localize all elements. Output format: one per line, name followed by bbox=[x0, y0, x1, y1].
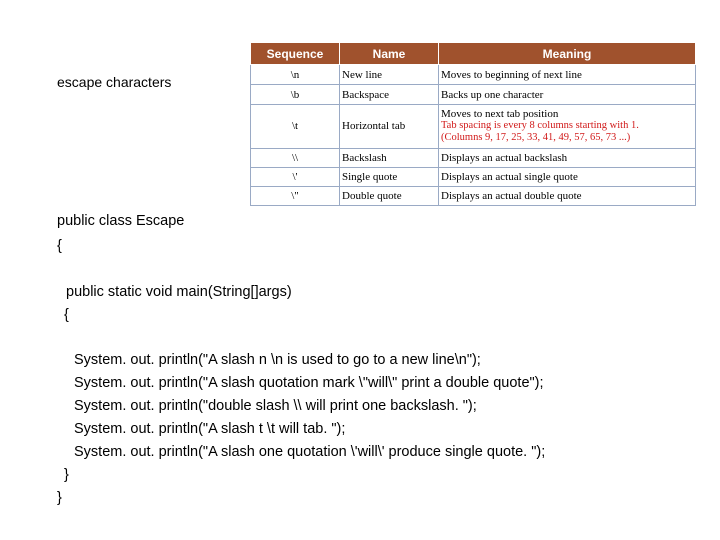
code-main-close-brace: } bbox=[64, 467, 69, 483]
sequence-cell: \\ bbox=[251, 148, 340, 167]
name-cell: Double quote bbox=[340, 186, 439, 205]
escape-sequence-table bbox=[250, 42, 696, 206]
code-main-declaration: public static void main(String[]args) bbox=[66, 284, 292, 300]
header-sequence: Sequence bbox=[251, 43, 340, 65]
meaning-cell: Displays an actual single quote bbox=[439, 167, 696, 186]
name-cell: Horizontal tab bbox=[340, 105, 439, 148]
tab-note: Tab spacing is every 8 columns starting with 1. bbox=[441, 120, 639, 132]
page-title: escape characters bbox=[57, 74, 172, 90]
header-name: Name bbox=[340, 43, 439, 65]
meaning-cell: Displays an actual double quote bbox=[439, 186, 696, 205]
name-cell: Backspace bbox=[340, 85, 439, 105]
code-line: System. out. println("double slash \\ will print one backslash. "); bbox=[74, 398, 477, 414]
table-row bbox=[251, 65, 696, 85]
code-main-open-brace: { bbox=[64, 307, 69, 323]
table-row bbox=[251, 186, 696, 205]
meaning-cell: Displays an actual backslash bbox=[439, 148, 696, 167]
table-row bbox=[251, 105, 696, 148]
code-close-brace: } bbox=[57, 490, 62, 506]
sequence-cell: \b bbox=[251, 85, 340, 105]
code-line: System. out. println("A slash n \n is used to go to a new line\n"); bbox=[74, 352, 481, 368]
code-line: System. out. println("A slash one quotation \'will\' produce single quote. "); bbox=[74, 444, 546, 460]
sequence-cell: \" bbox=[251, 186, 340, 205]
sequence-cell: \n bbox=[251, 65, 340, 85]
meaning-cell: Moves to beginning of next line bbox=[439, 65, 696, 85]
code-line: System. out. println("A slash quotation mark \"will\" print a double quote"); bbox=[74, 375, 544, 391]
code-open-brace: { bbox=[57, 238, 62, 254]
name-cell: Backslash bbox=[340, 148, 439, 167]
code-line: System. out. println("A slash t \t will tab. "); bbox=[74, 421, 346, 437]
sequence-cell: \' bbox=[251, 167, 340, 186]
meaning-text: Moves to next tab position bbox=[441, 108, 559, 121]
sequence-cell: \t bbox=[251, 105, 340, 148]
name-cell: Single quote bbox=[340, 167, 439, 186]
tab-columns-note: (Columns 9, 17, 25, 33, 41, 49, 57, 65, 73 ...) bbox=[441, 132, 631, 144]
meaning-cell bbox=[439, 105, 696, 148]
table-header-row bbox=[251, 43, 696, 65]
table-row bbox=[251, 167, 696, 186]
name-cell: New line bbox=[340, 65, 439, 85]
code-class-declaration: public class Escape bbox=[57, 213, 185, 229]
table-row bbox=[251, 85, 696, 105]
header-meaning: Meaning bbox=[439, 43, 696, 65]
table-row bbox=[251, 148, 696, 167]
meaning-cell: Backs up one character bbox=[439, 85, 696, 105]
